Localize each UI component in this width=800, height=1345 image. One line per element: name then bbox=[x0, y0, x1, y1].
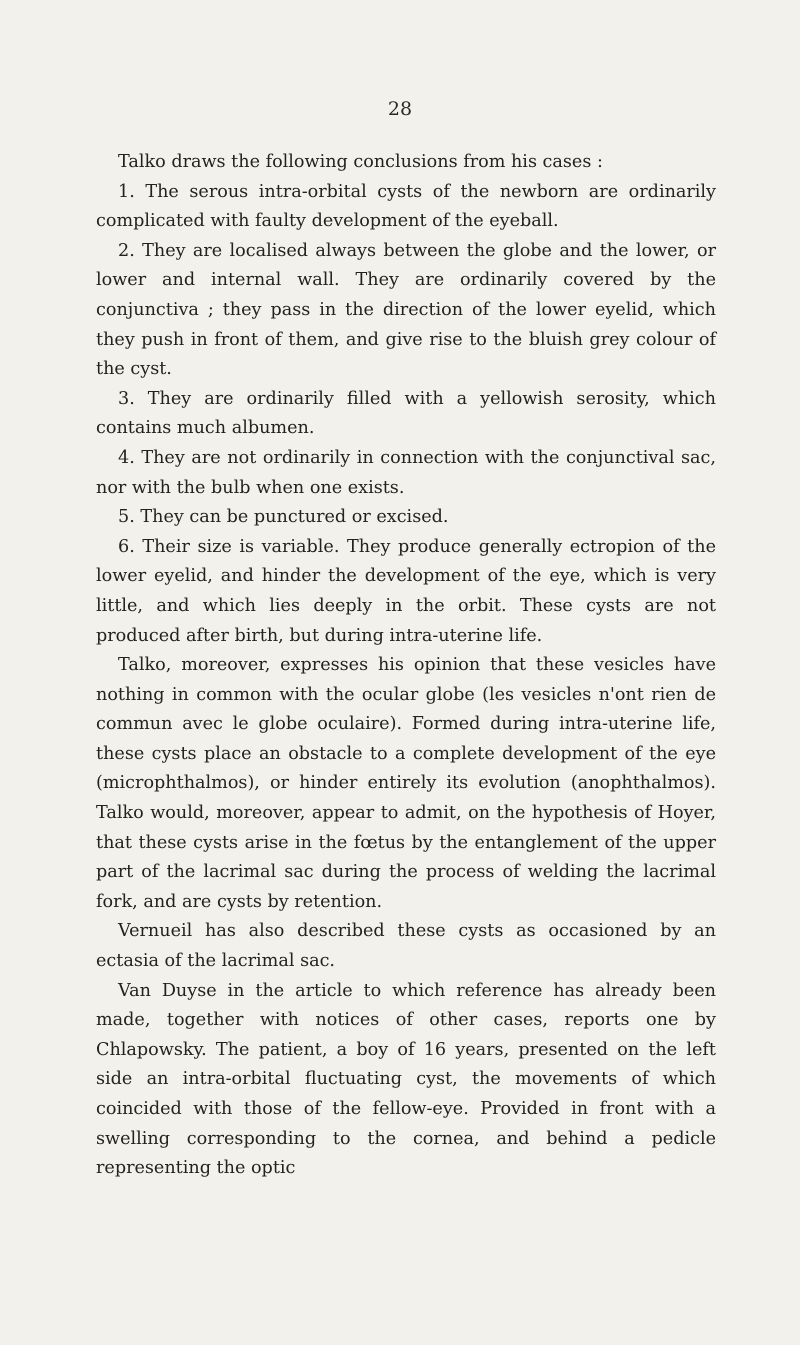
paragraph-van-duyse: Van Duyse in the article to which reference has already been made, together with notices of other cases, reports one by Chlapowsky. The patient, a boy of 16 years, presented on the left side an intra-orbital fluctuating cyst, the movements of which coincided with those of the fellow-eye. Provided in front with a swelling corresponding to the cornea, and behind a pedicle representing the optic bbox=[96, 980, 716, 1179]
paragraph-conclusion-5: 5. They can be punctured or excised. bbox=[118, 507, 449, 528]
paragraph-conclusion-4: 4. They are not ordinarily in connection with the conjunctival sac, nor with the bulb when one exists. bbox=[96, 447, 716, 498]
page-number: 28 bbox=[387, 98, 413, 120]
paragraph-talko-opinion: Talko, moreover, expresses his opinion that these vesicles have nothing in common with the ocular globe (les vesicles n'ont rien de commun avec le globe oculaire). Formed during intra-uterine life, these cysts place an obstacle to a complete development of the eye (microphthalmos), or hinder entirely its evolution (anophthalmos). Talko would, moreover, appear to admit, on the hypothesis of Hoyer, that these cysts arise in the fœtus by the entanglement of the upper part of the lacrimal sac during the process of welding the lacrimal fork, and are cysts by retention. bbox=[96, 655, 716, 912]
paragraph-conclusion-2: 2. They are localised always between the globe and the lower, or lower and internal wall. They are ordinarily covered by the conjunctiva ; they pass in the direction of the lower eyelid, which they push in front of them, and give rise to the bluish grey colour of the cyst. bbox=[96, 240, 716, 380]
paragraph-conclusion-3: 3. They are ordinarily filled with a yellowish serosity, which contains much albumen. bbox=[96, 388, 716, 439]
body-text bbox=[96, 148, 716, 1184]
paragraph-intro: Talko draws the following conclusions from his cases : bbox=[118, 152, 603, 172]
paragraph-conclusion-6: 6. Their size is variable. They produce generally ectropion of the lower eyelid, and hinder the development of the eye, which is very little, and which lies deeply in the orbit. These cysts are not produced after birth, but during intra-uterine life. bbox=[96, 536, 716, 646]
paragraph-conclusion-1: 1. The serous intra-orbital cysts of the newborn are ordinarily complicated with faulty development of the eyeball. bbox=[96, 181, 716, 232]
paragraph-vernueil: Vernueil has also described these cysts as occasioned by an ectasia of the lacrimal sac. bbox=[96, 921, 716, 972]
